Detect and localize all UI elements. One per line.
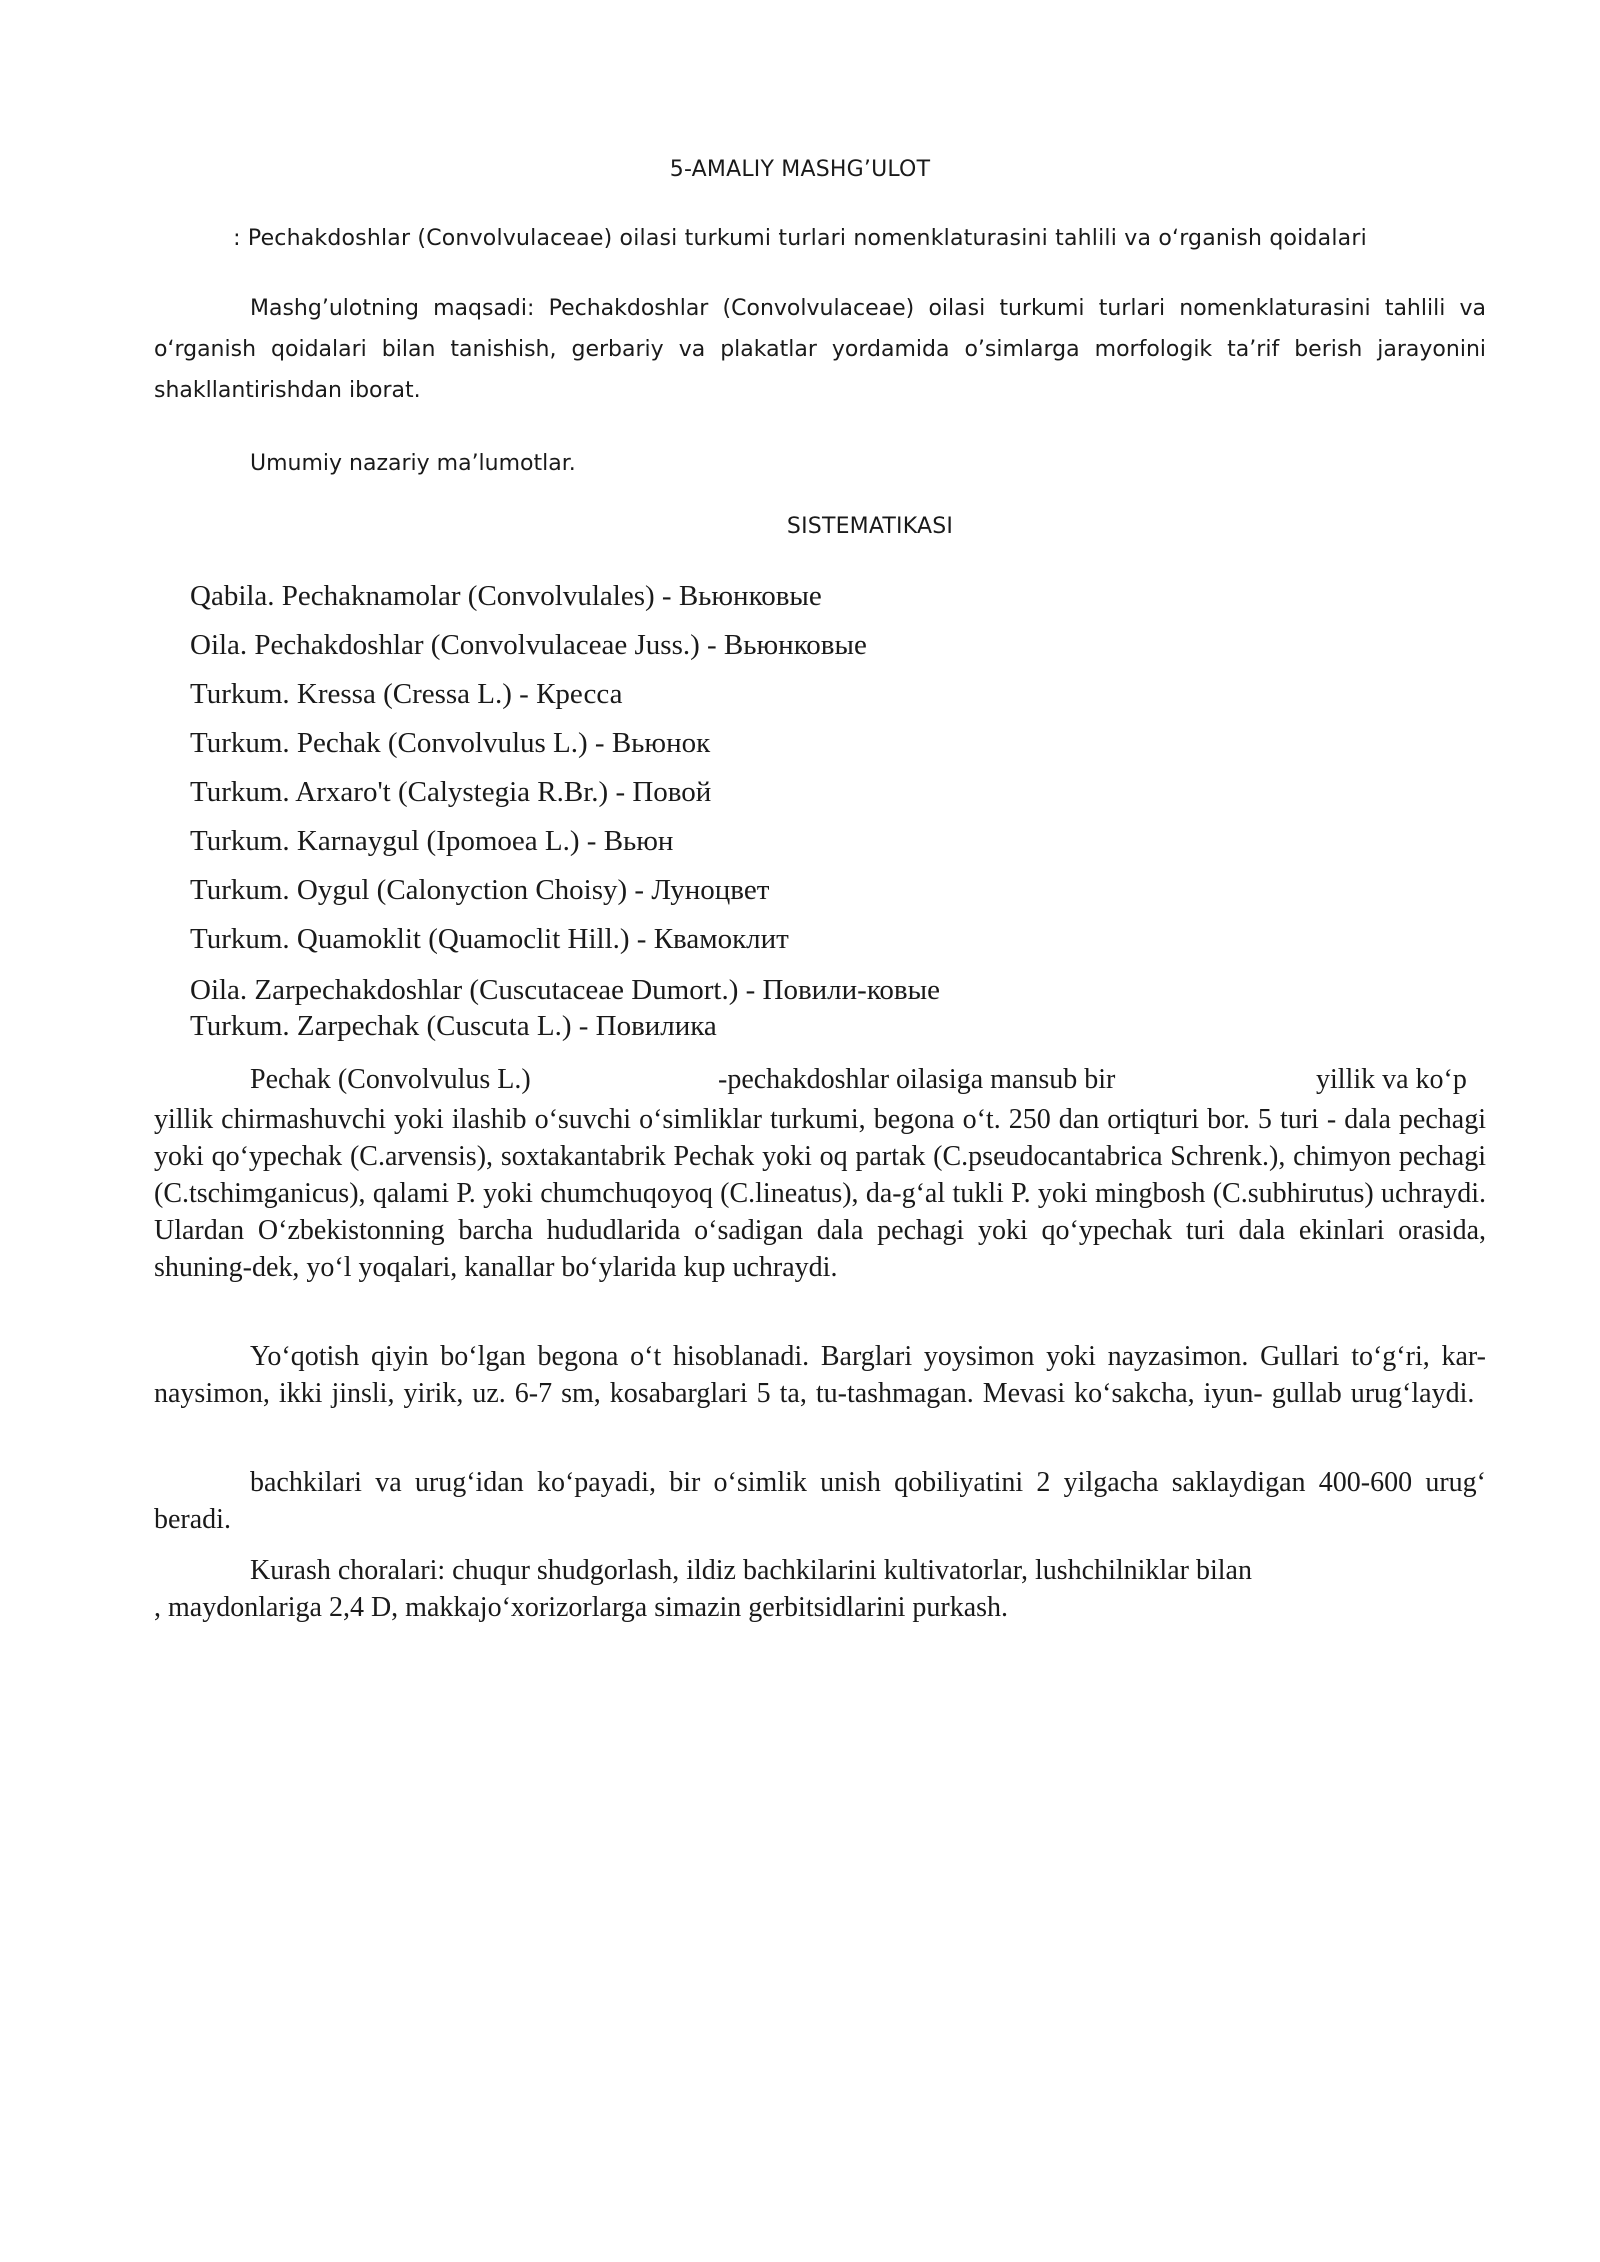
- systematics-item: Qabila. Pechaknamolar (Convolvulales) - Вьюнковые: [190, 580, 822, 612]
- systematics-item: Turkum. Pechak (Convolvulus L.) - Вьюнок: [190, 727, 711, 759]
- systematics-item: Turkum. Kressa (Cressa L.) - Кресса: [190, 678, 623, 710]
- systematics-item: Turkum. Zarpechak (Cuscuta L.) - Повилика: [190, 1010, 717, 1042]
- systematics-item: Oila. Pechakdoshlar (Convolvulaceae Juss.) - Вьюнковые: [190, 629, 867, 661]
- pechak-description-paragraph: yillik chirmashuvchi yoki ilashib oʻsuvchi oʻsimliklar turkumi, begona oʻt. 250 dan ortiqturi bor. 5 turi - dala pechagi yoki qoʻypechak (C.arvensis), soxtakantabrik Pechak yoki oq partak (C.pseudocantabrica Schrenk.), chimyon pechagi (C.tschimganicus), qalami P. yoki chumchuqoyoq (C.lineatus), da-gʻal tukli P. yoki mingbosh (C.subhirutus) uchraydi. Ulardan Oʻzbekistonning barcha hududlarida oʻsadigan dala pechagi yoki qoʻypechak turi dala ekinlari orasida, shuning-dek, yoʻl yoqalari, kanallar boʻylarida kup uchraydi.: [154, 1104, 1486, 1283]
- control-measures-line2: , maydonlariga 2,4 D, makkajoʻxorizorlarga simazin gerbitsidlarini purkash.: [154, 1592, 1009, 1623]
- systematics-item: Turkum. Arxaro't (Calystegia R.Br.) - Повой: [190, 776, 712, 808]
- control-difficulty-paragraph: Yoʻqotish qiyin boʻlgan begona oʻt hisoblanadi. Barglari yoysimon yoki nayzasimon. Gullari toʻgʻri, kar-naysimon, ikki jinsli, yirik, uz. 6-7 sm, kosabarglari 5 ta, tu-tashmagan. Mevasi koʻsakcha, iyun- gullab urugʻlaydi.: [154, 1341, 1486, 1409]
- systematics-item: Turkum. Quamoklit (Quamoclit Hill.) - Квамоклит: [190, 923, 789, 955]
- systematics-item: Oila. Zarpechakdoshlar (Cuscutaceae Dumort.) - Повили-ковые: [190, 974, 940, 1006]
- pechak-lead-name: Pechak (Convolvulus L.): [250, 1064, 531, 1095]
- systematics-heading: SISTEMATIKASI: [786, 514, 954, 539]
- document-title: 5-AMALIY MASHG’ULOT: [669, 157, 931, 182]
- systematics-item: Turkum. Karnaygul (Ipomoea L.) - Вьюн: [190, 825, 674, 857]
- objective-paragraph: Mashg’ulotning maqsadi: Pechakdoshlar (Convolvulaceae) oilasi turkumi turlari nomenklaturasini tahlili va oʻrganish qoidalari bilan tanishish, gerbariy va plakatlar yordamida o’simlarga morfologik ta’rif berish jarayonini shakllantirishdan iborat.: [154, 296, 1486, 403]
- control-measures-line1: Kurash choralari: chuqur shudgorlash, ildiz bachkilarini kultivatorlar, lushchilniklar bilan: [250, 1555, 1252, 1586]
- pechak-lead-family: -pechakdoshlar oilasiga mansub bir: [718, 1064, 1116, 1095]
- pechak-lead-lifespan: yillik va koʻp: [1316, 1064, 1467, 1095]
- general-info-heading: Umumiy nazariy ma’lumotlar.: [250, 451, 576, 476]
- document-topic: : Pechakdoshlar (Convolvulaceae) oilasi turkumi turlari nomenklaturasini tahlili va oʻrganish qoidalari: [233, 226, 1367, 251]
- systematics-item: Turkum. Oygul (Calonyction Choisy) - Луноцвет: [190, 874, 770, 906]
- propagation-paragraph: bachkilari va urugʻidan koʻpayadi, bir oʻsimlik unish qobiliyatini 2 yilgacha saklaydigan 400-600 urugʻ beradi.: [154, 1467, 1486, 1535]
